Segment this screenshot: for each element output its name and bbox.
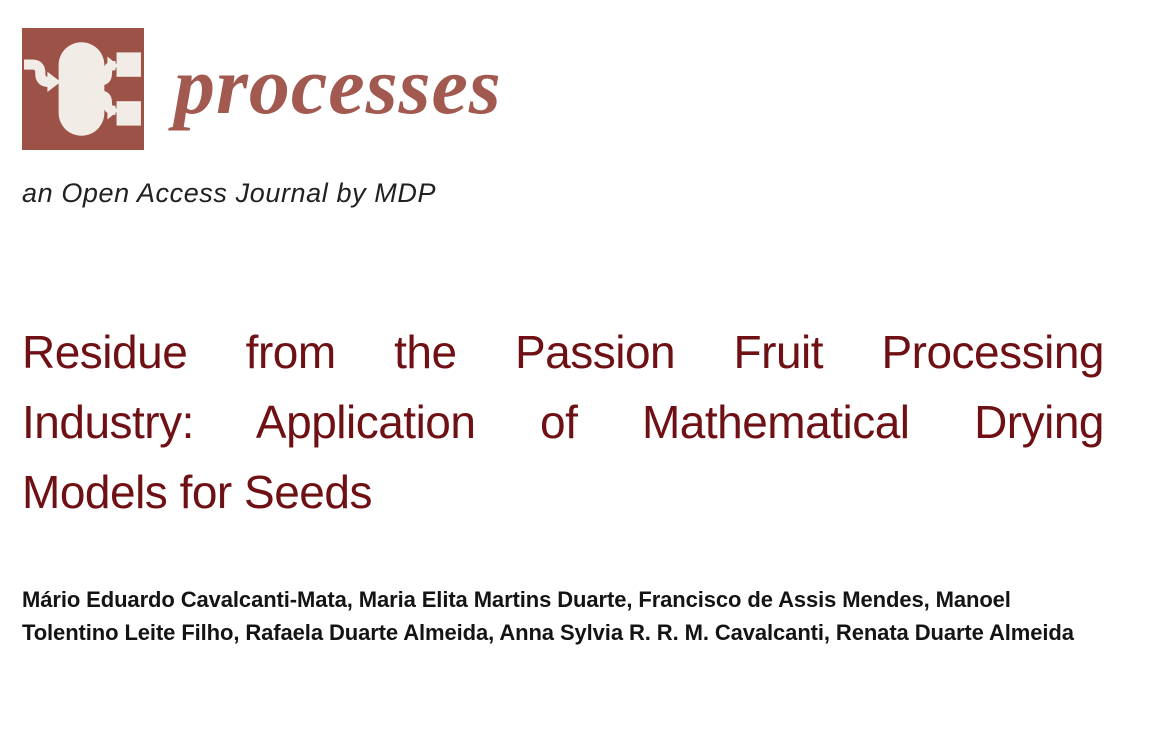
journal-tagline: an Open Access Journal by MDP: [22, 178, 437, 208]
journal-logo: [22, 28, 1104, 150]
article-authors: Mário Eduardo Cavalcanti-Mata, Maria Elita Martins Duarte, Francisco de Assis Mendes, Manoel Tolentino Leite Filho, Rafaela Duarte Almeida, Anna Sylvia R. R. M. Cavalcanti, Renata Duarte Almeida: [22, 587, 1074, 645]
journal-wordmark: processes: [174, 40, 502, 131]
article-title: [22, 317, 1104, 527]
article-title-line-2: Industry: Application of Mathematical Drying: [22, 396, 1104, 448]
process-flow-icon: [22, 28, 144, 150]
journal-masthead: [22, 28, 1104, 209]
article-banner: [22, 28, 1104, 649]
article-title-line-1: Residue from the Passion Fruit Processing: [22, 326, 1104, 378]
article-header: [22, 317, 1104, 649]
article-title-line-3: Models for Seeds: [22, 466, 372, 518]
